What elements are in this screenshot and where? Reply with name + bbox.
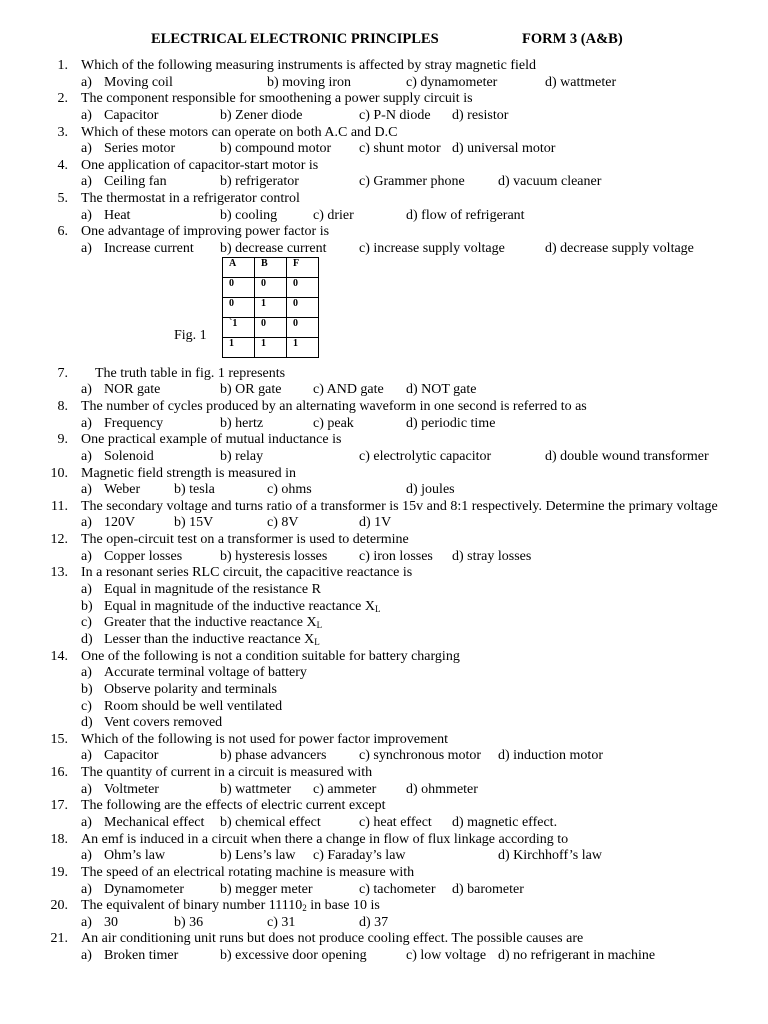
option-d[interactable]: d) Kirchhoff’s law	[498, 848, 602, 864]
option-a[interactable]: Ohm’s law	[104, 848, 166, 864]
option-d[interactable]	[104, 632, 320, 649]
option-c[interactable]: c) synchronous motor	[359, 748, 482, 764]
question-12-stem	[0, 532, 768, 549]
question-text-main: Which of the following measuring instruments is affected by stray magnetic field	[81, 58, 537, 73]
question-text	[81, 865, 414, 882]
truth-table-row	[223, 317, 319, 337]
question-text	[81, 432, 341, 449]
question-number: 12.	[50, 532, 68, 548]
question-number: 13.	[50, 565, 68, 581]
question-text-main: The equivalent of binary number 11110	[81, 898, 303, 914]
question-21-options	[0, 948, 768, 965]
question-text	[81, 466, 296, 483]
question-12-options	[0, 549, 768, 566]
option-a[interactable]: Weber	[104, 482, 141, 498]
option-label: b)	[81, 681, 93, 697]
option-b[interactable]: b) relay	[220, 448, 264, 464]
question-14-stem	[0, 649, 768, 666]
option-d[interactable]: d) magnetic effect.	[452, 814, 558, 830]
question-text-main: In a resonant series RLC circuit, the capacitive reactance is	[81, 565, 413, 581]
option-label: d)	[81, 715, 93, 731]
question-text	[81, 91, 473, 108]
option-label: a)	[81, 748, 92, 764]
question-number: 19.	[50, 864, 68, 880]
option-d[interactable]: d) joules	[406, 482, 455, 498]
question-2-stem	[0, 91, 768, 108]
option-b[interactable]: b) 15V	[174, 515, 214, 531]
option-label: a)	[81, 415, 92, 431]
truth-table	[222, 257, 319, 358]
option-a[interactable]: Dynamometer	[104, 881, 185, 897]
option-a[interactable]: Ceiling fan	[104, 174, 167, 190]
question-text	[81, 898, 380, 915]
option-label: a)	[81, 141, 92, 157]
option-a[interactable]: Increase current	[104, 241, 194, 257]
question-14-option-a	[0, 665, 768, 682]
option-label: a)	[81, 382, 92, 398]
option-a[interactable]	[104, 582, 321, 599]
option-b[interactable]: b) 36	[174, 914, 204, 930]
question-text-main: One advantage of improving power factor is	[81, 224, 330, 240]
truth-table-header: B	[255, 257, 287, 277]
option-text: Lesser than the inductive reactance X	[104, 631, 315, 647]
question-text-main: The speed of an electrical rotating machine is measure with	[81, 864, 415, 880]
option-text: Vent covers removed	[104, 715, 223, 731]
option-c[interactable]: c) ammeter	[313, 781, 377, 797]
option-d[interactable]: d) ohmmeter	[406, 781, 478, 797]
question-text	[81, 158, 318, 175]
option-c[interactable]: c) iron losses	[359, 548, 433, 564]
option-c[interactable]: c) dynamometer	[406, 74, 498, 90]
question-13-option-a	[0, 582, 768, 599]
question-number: 20.	[50, 898, 68, 914]
option-label: c)	[81, 698, 92, 714]
option-text: Greater that the inductive reactance X	[104, 615, 317, 631]
truth-table-cell: 0	[255, 277, 287, 297]
option-a[interactable]: Broken timer	[104, 948, 179, 964]
question-number: 2.	[57, 91, 68, 107]
option-b[interactable]: b) compound motor	[220, 141, 332, 157]
question-number: 16.	[50, 765, 68, 781]
option-b[interactable]: b) hysteresis losses	[220, 548, 328, 564]
question-number: 8.	[57, 398, 68, 414]
option-b[interactable]: b) cooling	[220, 207, 278, 223]
question-text-main: Which of the following is not used for power factor improvement	[81, 731, 449, 747]
option-d[interactable]: d) 37	[359, 914, 389, 930]
question-13-stem	[0, 565, 768, 582]
truth-table-cell: 0	[287, 297, 319, 317]
question-10-options	[0, 482, 768, 499]
option-a[interactable]: Series motor	[104, 141, 176, 157]
option-b[interactable]: b) phase advancers	[220, 748, 327, 764]
question-text-main: The truth table in fig. 1 represents	[95, 365, 286, 381]
option-label: a)	[81, 241, 92, 257]
truth-table-cell: 0	[255, 317, 287, 337]
question-number: 18.	[50, 831, 68, 847]
question-14-option-d	[0, 715, 768, 732]
question-16-stem	[0, 765, 768, 782]
option-label: b)	[81, 598, 93, 614]
question-13-option-b	[0, 599, 768, 616]
question-16-options	[0, 782, 768, 799]
question-9-options	[0, 449, 768, 466]
option-label: a)	[81, 515, 92, 531]
subscript: 2	[302, 903, 307, 914]
question-text-tail: in base 10 is	[306, 898, 380, 914]
truth-table-cell: 0	[287, 317, 319, 337]
option-b[interactable]	[104, 682, 277, 699]
question-7-stem	[0, 366, 768, 383]
question-text	[81, 399, 587, 416]
question-number: 15.	[50, 731, 68, 747]
option-a[interactable]: Frequency	[104, 415, 164, 431]
option-b[interactable]: b) OR gate	[220, 382, 282, 398]
figure-1	[0, 258, 768, 366]
truth-table-header: A	[223, 257, 255, 277]
option-label: d)	[81, 631, 93, 647]
question-text	[81, 832, 568, 849]
option-label: a)	[81, 582, 92, 598]
option-d[interactable]: d) decrease supply voltage	[545, 241, 694, 257]
truth-table-header-row	[223, 257, 319, 277]
question-19-options	[0, 882, 768, 899]
option-c[interactable]: c) ohms	[267, 482, 312, 498]
option-a[interactable]: Copper losses	[104, 548, 183, 564]
document-title: ELECTRICAL ELECTRONIC PRINCIPLES	[151, 31, 439, 47]
question-21-stem	[0, 931, 768, 948]
option-label: a)	[81, 881, 92, 897]
question-text	[81, 224, 329, 241]
option-c[interactable]	[104, 615, 322, 632]
option-b[interactable]: b) megger meter	[220, 881, 313, 897]
question-text	[81, 765, 372, 782]
option-label: a)	[81, 948, 92, 964]
option-b[interactable]: b) moving iron	[267, 74, 351, 90]
option-b[interactable]: b) Zener diode	[220, 107, 303, 123]
question-19-stem	[0, 865, 768, 882]
question-text-main: The open-circuit test on a transformer is used to determine	[81, 532, 409, 548]
option-c[interactable]: c) 8V	[267, 515, 299, 531]
option-b[interactable]: b) Lens’s law	[220, 848, 296, 864]
question-text	[81, 565, 412, 582]
option-a[interactable]: Voltmeter	[104, 781, 159, 797]
question-number: 17.	[50, 798, 68, 814]
option-c[interactable]: c) low voltage	[406, 948, 487, 964]
question-number: 10.	[50, 465, 68, 481]
question-6-stem	[0, 224, 768, 241]
question-14-option-b	[0, 682, 768, 699]
question-text-main: The component responsible for smoothening a power supply circuit is	[81, 91, 473, 107]
question-20-options	[0, 915, 768, 932]
question-text	[81, 499, 718, 516]
option-text: Equal in magnitude of the inductive reactance X	[104, 598, 375, 614]
question-text-main: One of the following is not a condition suitable for battery charging	[81, 648, 460, 664]
option-label: a)	[81, 665, 92, 681]
option-c[interactable]: c) Faraday’s law	[313, 848, 406, 864]
question-number: 6.	[57, 224, 68, 240]
question-text-main: The secondary voltage and turns ratio of a transformer is 15v and 8:1 respectively. Determine the primary voltage	[81, 498, 718, 514]
option-d[interactable]: d) NOT gate	[406, 382, 477, 398]
option-d[interactable]: d) wattmeter	[545, 74, 617, 90]
truth-table-cell: 1	[255, 297, 287, 317]
option-label: a)	[81, 781, 92, 797]
question-number: 9.	[57, 432, 68, 448]
option-a[interactable]: Capacitor	[104, 107, 159, 123]
option-label: a)	[81, 107, 92, 123]
question-text-main: Magnetic field strength is measured in	[81, 465, 296, 481]
question-18-options	[0, 848, 768, 865]
option-d[interactable]: d) stray losses	[452, 548, 532, 564]
option-c[interactable]: c) Grammer phone	[359, 174, 465, 190]
question-5-options	[0, 208, 768, 225]
question-text-main: One application of capacitor-start motor is	[81, 157, 319, 173]
option-label: a)	[81, 448, 92, 464]
truth-table-cell: 0	[287, 277, 319, 297]
question-text-main: An air conditioning unit runs but does not produce cooling effect. The possible causes are	[81, 931, 584, 947]
truth-table-row	[223, 297, 319, 317]
question-text-main: An emf is induced in a circuit when there a change in flow of flux linkage according to	[81, 831, 569, 847]
option-d[interactable]: d) vacuum cleaner	[498, 174, 602, 190]
option-text: Observe polarity and terminals	[104, 681, 278, 697]
question-number: 1.	[57, 58, 68, 73]
option-text: Equal in magnitude of the resistance R	[104, 582, 321, 598]
subscript: L	[314, 636, 320, 647]
option-d[interactable]: d) no refrigerant in machine	[498, 948, 656, 964]
option-label: a)	[81, 548, 92, 564]
truth-table-header: F	[287, 257, 319, 277]
question-1-stem	[0, 58, 768, 75]
question-4-options	[0, 174, 768, 191]
option-c[interactable]	[104, 699, 282, 716]
question-17-options	[0, 815, 768, 832]
truth-table-cell: 1	[223, 337, 255, 357]
option-c[interactable]: c) drier	[313, 207, 354, 223]
option-a[interactable]: Heat	[104, 207, 131, 223]
question-18-stem	[0, 832, 768, 849]
question-11-options	[0, 515, 768, 532]
option-b[interactable]: b) tesla	[174, 482, 215, 498]
option-label: a)	[81, 74, 92, 90]
option-label: c)	[81, 615, 92, 631]
option-label: a)	[81, 174, 92, 190]
question-1-options	[0, 75, 768, 92]
option-c[interactable]: c) electrolytic capacitor	[359, 448, 492, 464]
option-b[interactable]: b) chemical effect	[220, 814, 321, 830]
question-13-option-d	[0, 632, 768, 649]
option-a[interactable]: Capacitor	[104, 748, 159, 764]
option-d[interactable]: d) induction motor	[498, 748, 603, 764]
option-d[interactable]: d) periodic time	[406, 415, 496, 431]
option-a[interactable]: NOR gate	[104, 382, 161, 398]
truth-table-cell: 0	[223, 297, 255, 317]
question-9-stem	[0, 432, 768, 449]
option-c[interactable]: c) tachometer	[359, 881, 436, 897]
option-label: a)	[81, 814, 92, 830]
option-b[interactable]: b) excessive door opening	[220, 948, 367, 964]
question-3-stem	[0, 125, 768, 142]
subscript: L	[316, 620, 323, 631]
question-text	[81, 125, 397, 142]
truth-table-row	[223, 337, 319, 357]
question-6-options	[0, 241, 768, 258]
option-label: a)	[81, 482, 92, 498]
question-4-stem	[0, 158, 768, 175]
option-b[interactable]: b) decrease current	[220, 241, 327, 257]
option-c[interactable]: c) increase supply voltage	[359, 241, 505, 257]
question-3-options	[0, 141, 768, 158]
option-d[interactable]: d) double wound transformer	[545, 448, 709, 464]
question-number: 5.	[57, 191, 68, 207]
option-text: Room should be well ventilated	[104, 698, 283, 714]
option-label: a)	[81, 207, 92, 223]
question-text	[95, 366, 285, 383]
question-14-option-c	[0, 699, 768, 716]
question-13-option-c	[0, 615, 768, 632]
option-b[interactable]: b) refrigerator	[220, 174, 299, 190]
option-c[interactable]: c) AND gate	[313, 382, 384, 398]
question-text	[81, 798, 385, 815]
question-number: 14.	[50, 648, 68, 664]
option-a[interactable]: Solenoid	[104, 448, 154, 464]
option-c[interactable]: c) shunt motor	[359, 141, 441, 157]
option-c[interactable]: c) P-N diode	[359, 107, 431, 123]
question-text	[81, 931, 583, 948]
option-a[interactable]: Mechanical effect	[104, 814, 205, 830]
option-a[interactable]: 30	[104, 914, 118, 930]
subscript: L	[374, 603, 381, 614]
question-text-main: One practical example of mutual inductance is	[81, 432, 342, 448]
option-d[interactable]: d) flow of refrigerant	[406, 207, 525, 223]
question-8-stem	[0, 399, 768, 416]
question-text	[81, 532, 409, 549]
question-number: 7.	[57, 365, 68, 381]
option-b[interactable]: b) wattmeter	[220, 781, 292, 797]
option-c[interactable]: c) heat effect	[359, 814, 432, 830]
option-a[interactable]: Moving coil	[104, 74, 173, 90]
question-text	[81, 649, 460, 666]
question-number: 21.	[50, 931, 68, 947]
form-label: FORM 3 (A&B)	[522, 31, 623, 47]
truth-table-cell: 1	[287, 337, 319, 357]
question-text-main: The number of cycles produced by an alternating waveform in one second is referred to as	[81, 398, 587, 414]
question-5-stem	[0, 191, 768, 208]
question-text-main: The thermostat in a refrigerator control	[81, 191, 300, 207]
question-8-options	[0, 416, 768, 433]
option-d[interactable]: d) resistor	[452, 107, 509, 123]
truth-table-cell: 0	[223, 277, 255, 297]
option-c[interactable]: c) 31	[267, 914, 296, 930]
question-number: 3.	[57, 124, 68, 140]
question-text-main: The quantity of current in a circuit is measured with	[81, 765, 373, 781]
question-11-stem	[0, 499, 768, 516]
question-text	[81, 58, 536, 75]
option-d[interactable]: d) 1V	[359, 515, 392, 531]
option-text: Accurate terminal voltage of battery	[104, 665, 307, 681]
question-text	[81, 732, 448, 749]
question-15-options	[0, 748, 768, 765]
truth-table-row	[223, 277, 319, 297]
question-number: 4.	[57, 157, 68, 173]
question-text	[81, 191, 300, 208]
option-d[interactable]: d) barometer	[452, 881, 524, 897]
figure-label: Fig. 1	[174, 327, 207, 343]
option-label: a)	[81, 848, 92, 864]
question-15-stem	[0, 732, 768, 749]
truth-table-cell: `1	[223, 317, 255, 337]
question-text-main: Which of these motors can operate on both A.C and D.C	[81, 124, 398, 140]
question-17-stem	[0, 798, 768, 815]
option-a[interactable]: 120V	[104, 515, 136, 531]
option-b[interactable]	[104, 599, 380, 616]
option-d[interactable]: d) universal motor	[452, 141, 556, 157]
question-7-options	[0, 382, 768, 399]
question-20-stem	[0, 898, 768, 915]
question-10-stem	[0, 466, 768, 483]
question-number: 11.	[51, 498, 68, 514]
option-c[interactable]: c) peak	[313, 415, 354, 431]
truth-table-cell: 1	[255, 337, 287, 357]
option-b[interactable]: b) hertz	[220, 415, 264, 431]
option-a[interactable]	[104, 665, 307, 682]
option-label: a)	[81, 914, 92, 930]
question-text-main: The following are the effects of electric current except	[81, 798, 386, 814]
option-d[interactable]	[104, 715, 222, 732]
question-2-options	[0, 108, 768, 125]
question-list	[0, 58, 768, 965]
